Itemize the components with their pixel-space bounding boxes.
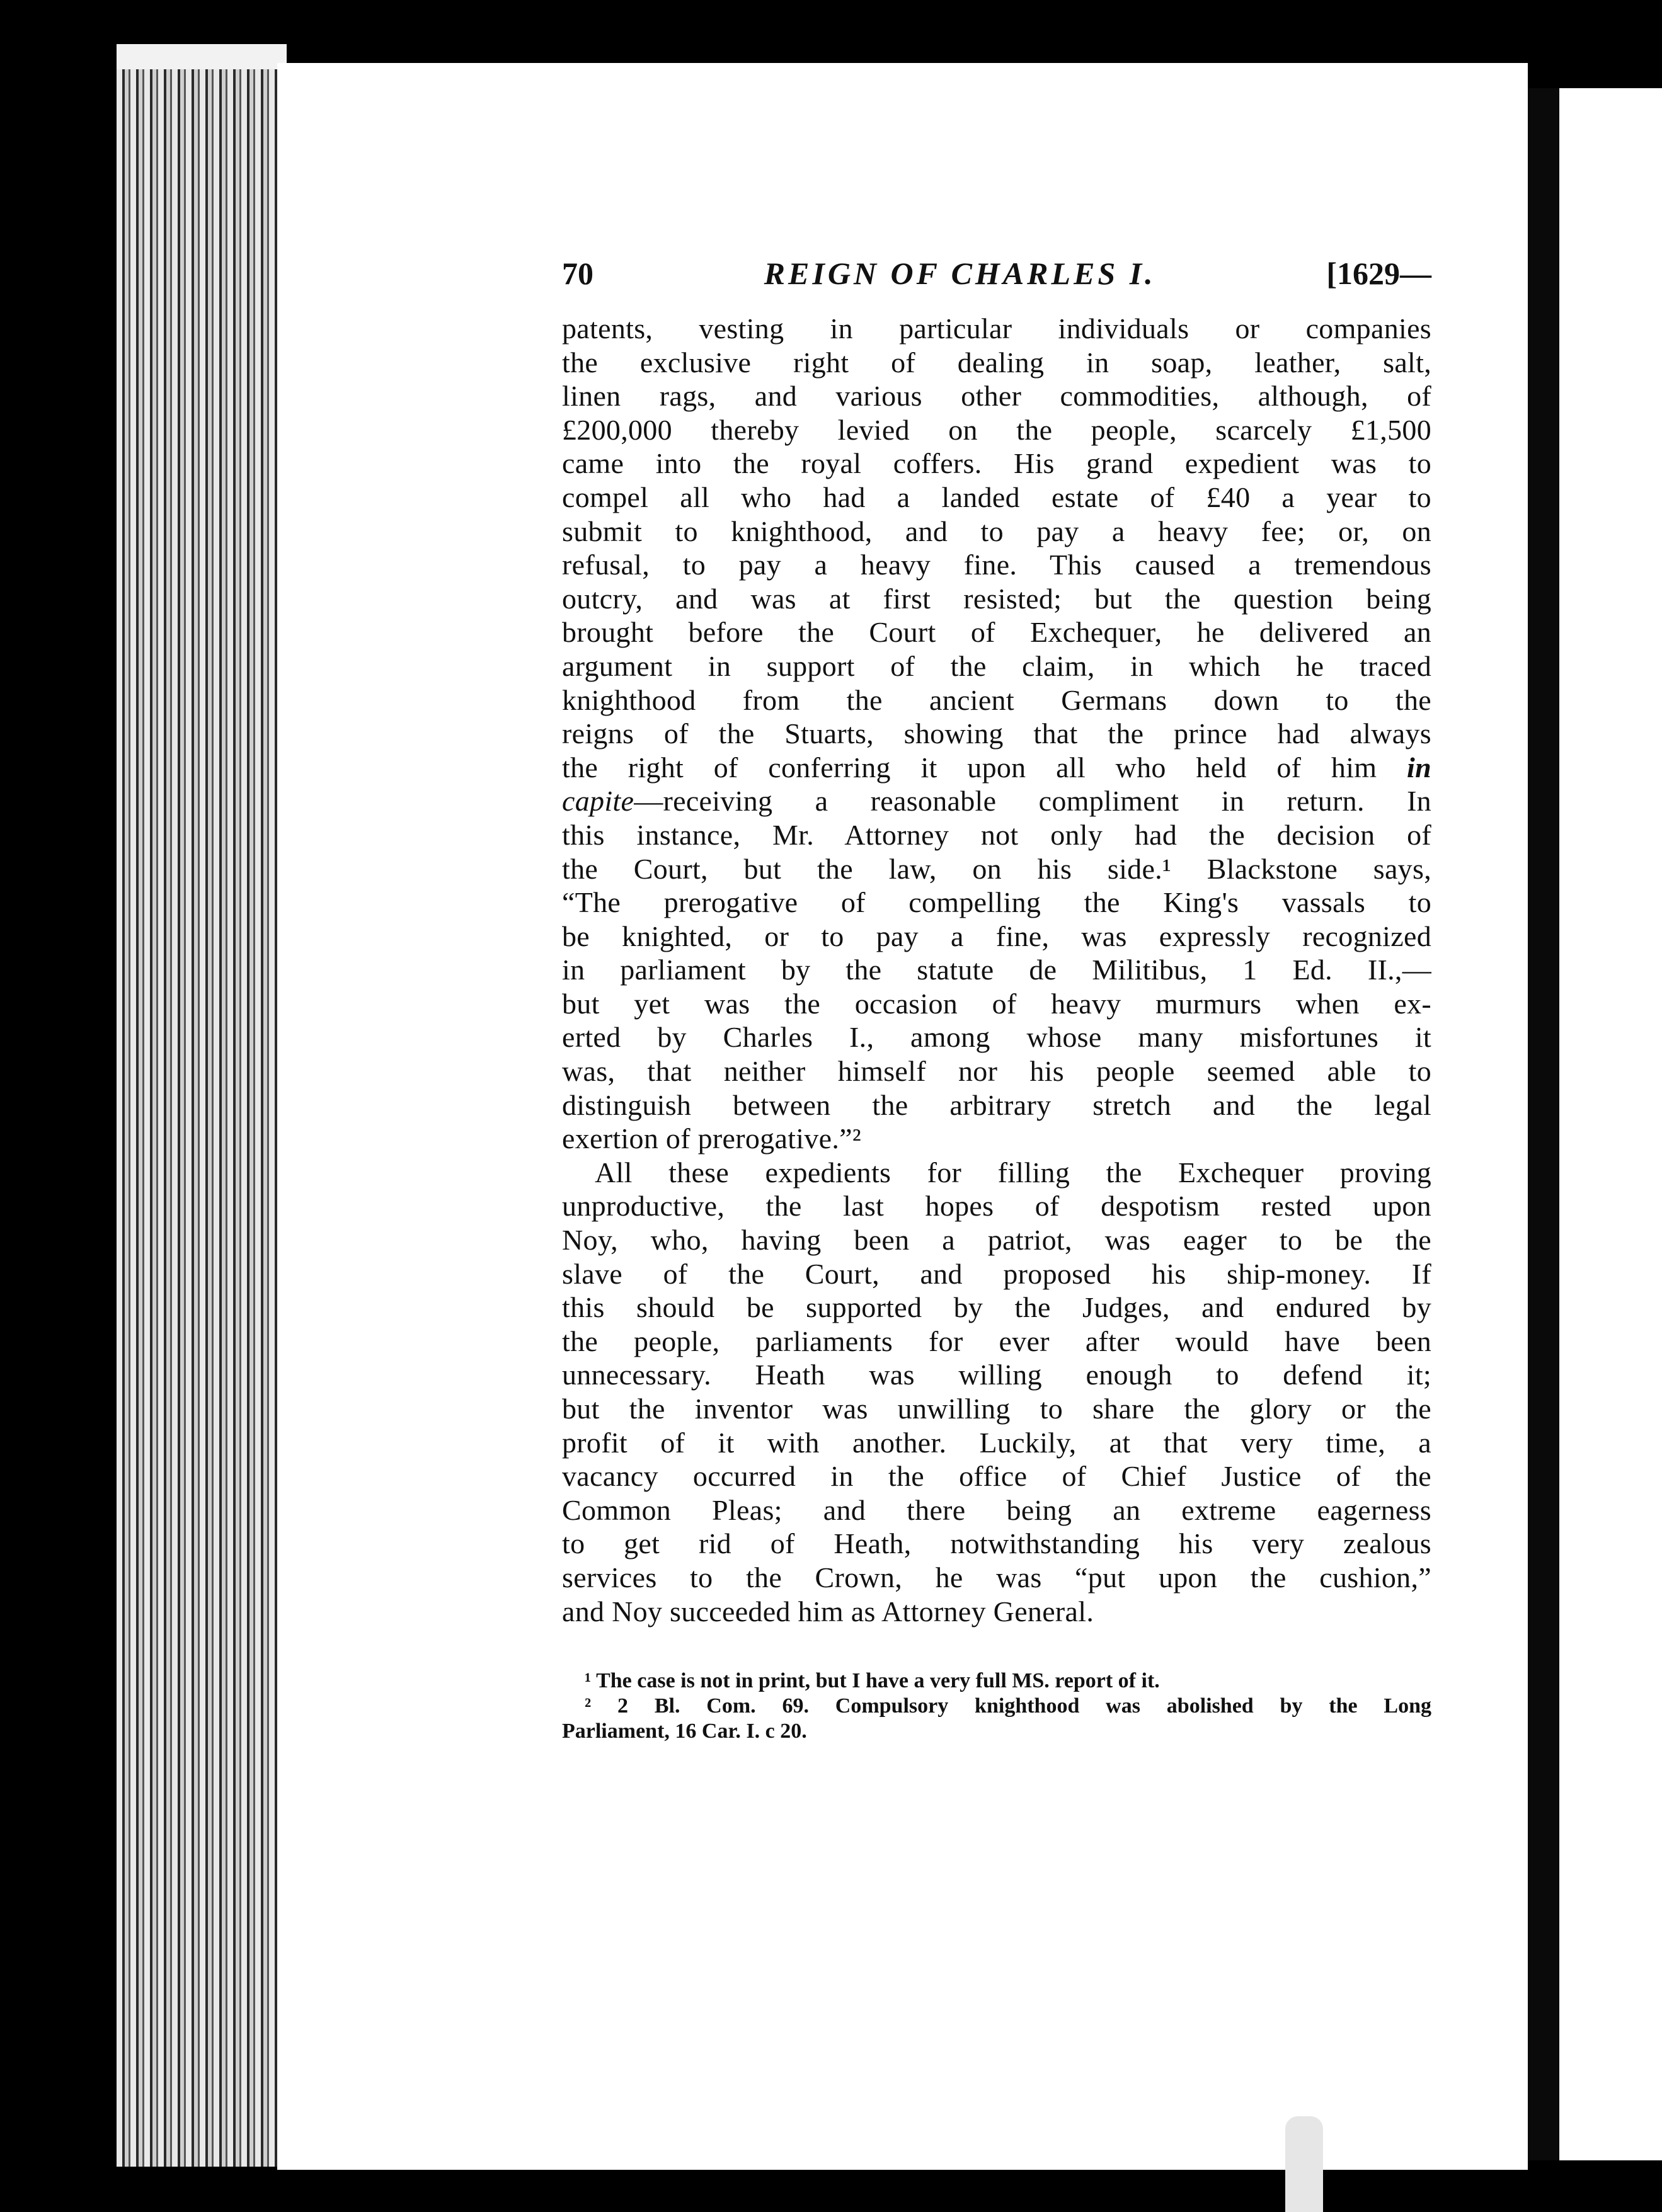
text-line: be knighted, or to pay a fine, was expressly recognized [562,920,1431,952]
text-line: capite—receiving a reasonable compliment in return. In [562,785,1431,818]
text-line: the people, parliaments for ever after would have been [562,1325,1431,1357]
italic-phrase: in [1407,751,1431,784]
text-line: vacancy occurred in the office of Chief Justice of the [562,1460,1431,1493]
text-line: argument in support of the claim, in which he traced [562,649,1431,682]
page-number: 70 [562,256,593,291]
text-line: came into the royal coffers. His grand expedient was to [562,447,1431,480]
text-line: submit to knighthood, and to pay a heavy fee; or, on [562,515,1431,547]
text-line: was, that neither himself nor his people seemed able to [562,1055,1431,1088]
text-line: services to the Crown, he was “put upon the cushion,” [562,1561,1431,1593]
text-line: “The prerogative of compelling the King's vassals to [562,886,1431,919]
text-line: slave of the Court, and proposed his ship-money. If [562,1257,1431,1290]
text-line: but the inventor was unwilling to share the glory or the [562,1393,1431,1425]
text-line: the right of conferring it upon all who held of him in [562,751,1431,784]
text-line: outcry, and was at first resisted; but the question being [562,582,1431,615]
text-line: knighthood from the ancient Germans down to the [562,683,1431,716]
body-text [562,312,1431,1628]
text-line: £200,000 thereby levied on the people, scarcely £1,500 [562,413,1431,446]
italic-phrase: capite [562,785,634,818]
text-line: linen rags, and various other commodities, although, of [562,380,1431,413]
text-line: refusal, to pay a heavy fine. This caused a tremendous [562,549,1431,581]
facing-page-edge [1559,88,1662,2160]
text-line: to get rid of Heath, notwithstanding his very zealous [562,1527,1431,1560]
text-line: but yet was the occasion of heavy murmurs when ex- [562,987,1431,1020]
page-edges [117,44,287,2167]
footnotes [562,1668,1431,1744]
scan-artifact [1285,2116,1323,2212]
text-line: profit of it with another. Luckily, at that very time, a [562,1426,1431,1459]
text-block [562,255,1431,1744]
running-year: [1629— [1326,256,1431,291]
footnote-2-continued: Parliament, 16 Car. I. c 20. [562,1719,807,1743]
text-line: reigns of the Stuarts, showing that the prince had always [562,717,1431,750]
footnote-2: ² 2 Bl. Com. 69. Compulsory knighthood was abolished by the Long [585,1694,1431,1718]
text-line: unproductive, the last hopes of despotism rested upon [562,1190,1431,1223]
page-edges-top [117,44,287,69]
text-line: Common Pleas; and there being an extreme eagerness [562,1493,1431,1526]
text-line: distinguish between the arbitrary stretch and the legal [562,1088,1431,1121]
text-line: and Noy succeeded him as Attorney General. [562,1595,1094,1628]
footnote-1: ¹ The case is not in print, but I have a very full MS. report of it. [585,1669,1160,1693]
text-line: this instance, Mr. Attorney not only had the decision of [562,818,1431,851]
text-line: brought before the Court of Exchequer, he delivered an [562,616,1431,649]
gutter-shadow [1528,88,1559,2160]
text-line: this should be supported by the Judges, and endured by [562,1291,1431,1324]
text-line: in parliament by the statute de Militibus, 1 Ed. II.,— [562,954,1431,986]
text-line: erted by Charles I., among whose many misfortunes it [562,1021,1431,1054]
running-title: REIGN OF CHARLES I. [764,256,1156,291]
text-line: Noy, who, having been a patriot, was eager to be the [562,1224,1431,1257]
text-line: All these expedients for filling the Exchequer proving [595,1156,1431,1189]
text-line: unnecessary. Heath was willing enough to defend it; [562,1359,1431,1391]
running-head [562,255,1431,312]
text-line: the Court, but the law, on his side.¹ Blackstone says, [562,852,1431,885]
text-line: the exclusive right of dealing in soap, leather, salt, [562,346,1431,379]
text-line: compel all who had a landed estate of £40 a year to [562,481,1431,513]
text-line: patents, vesting in particular individuals or companies [562,312,1431,345]
text-line: exertion of prerogative.”² [562,1122,861,1155]
